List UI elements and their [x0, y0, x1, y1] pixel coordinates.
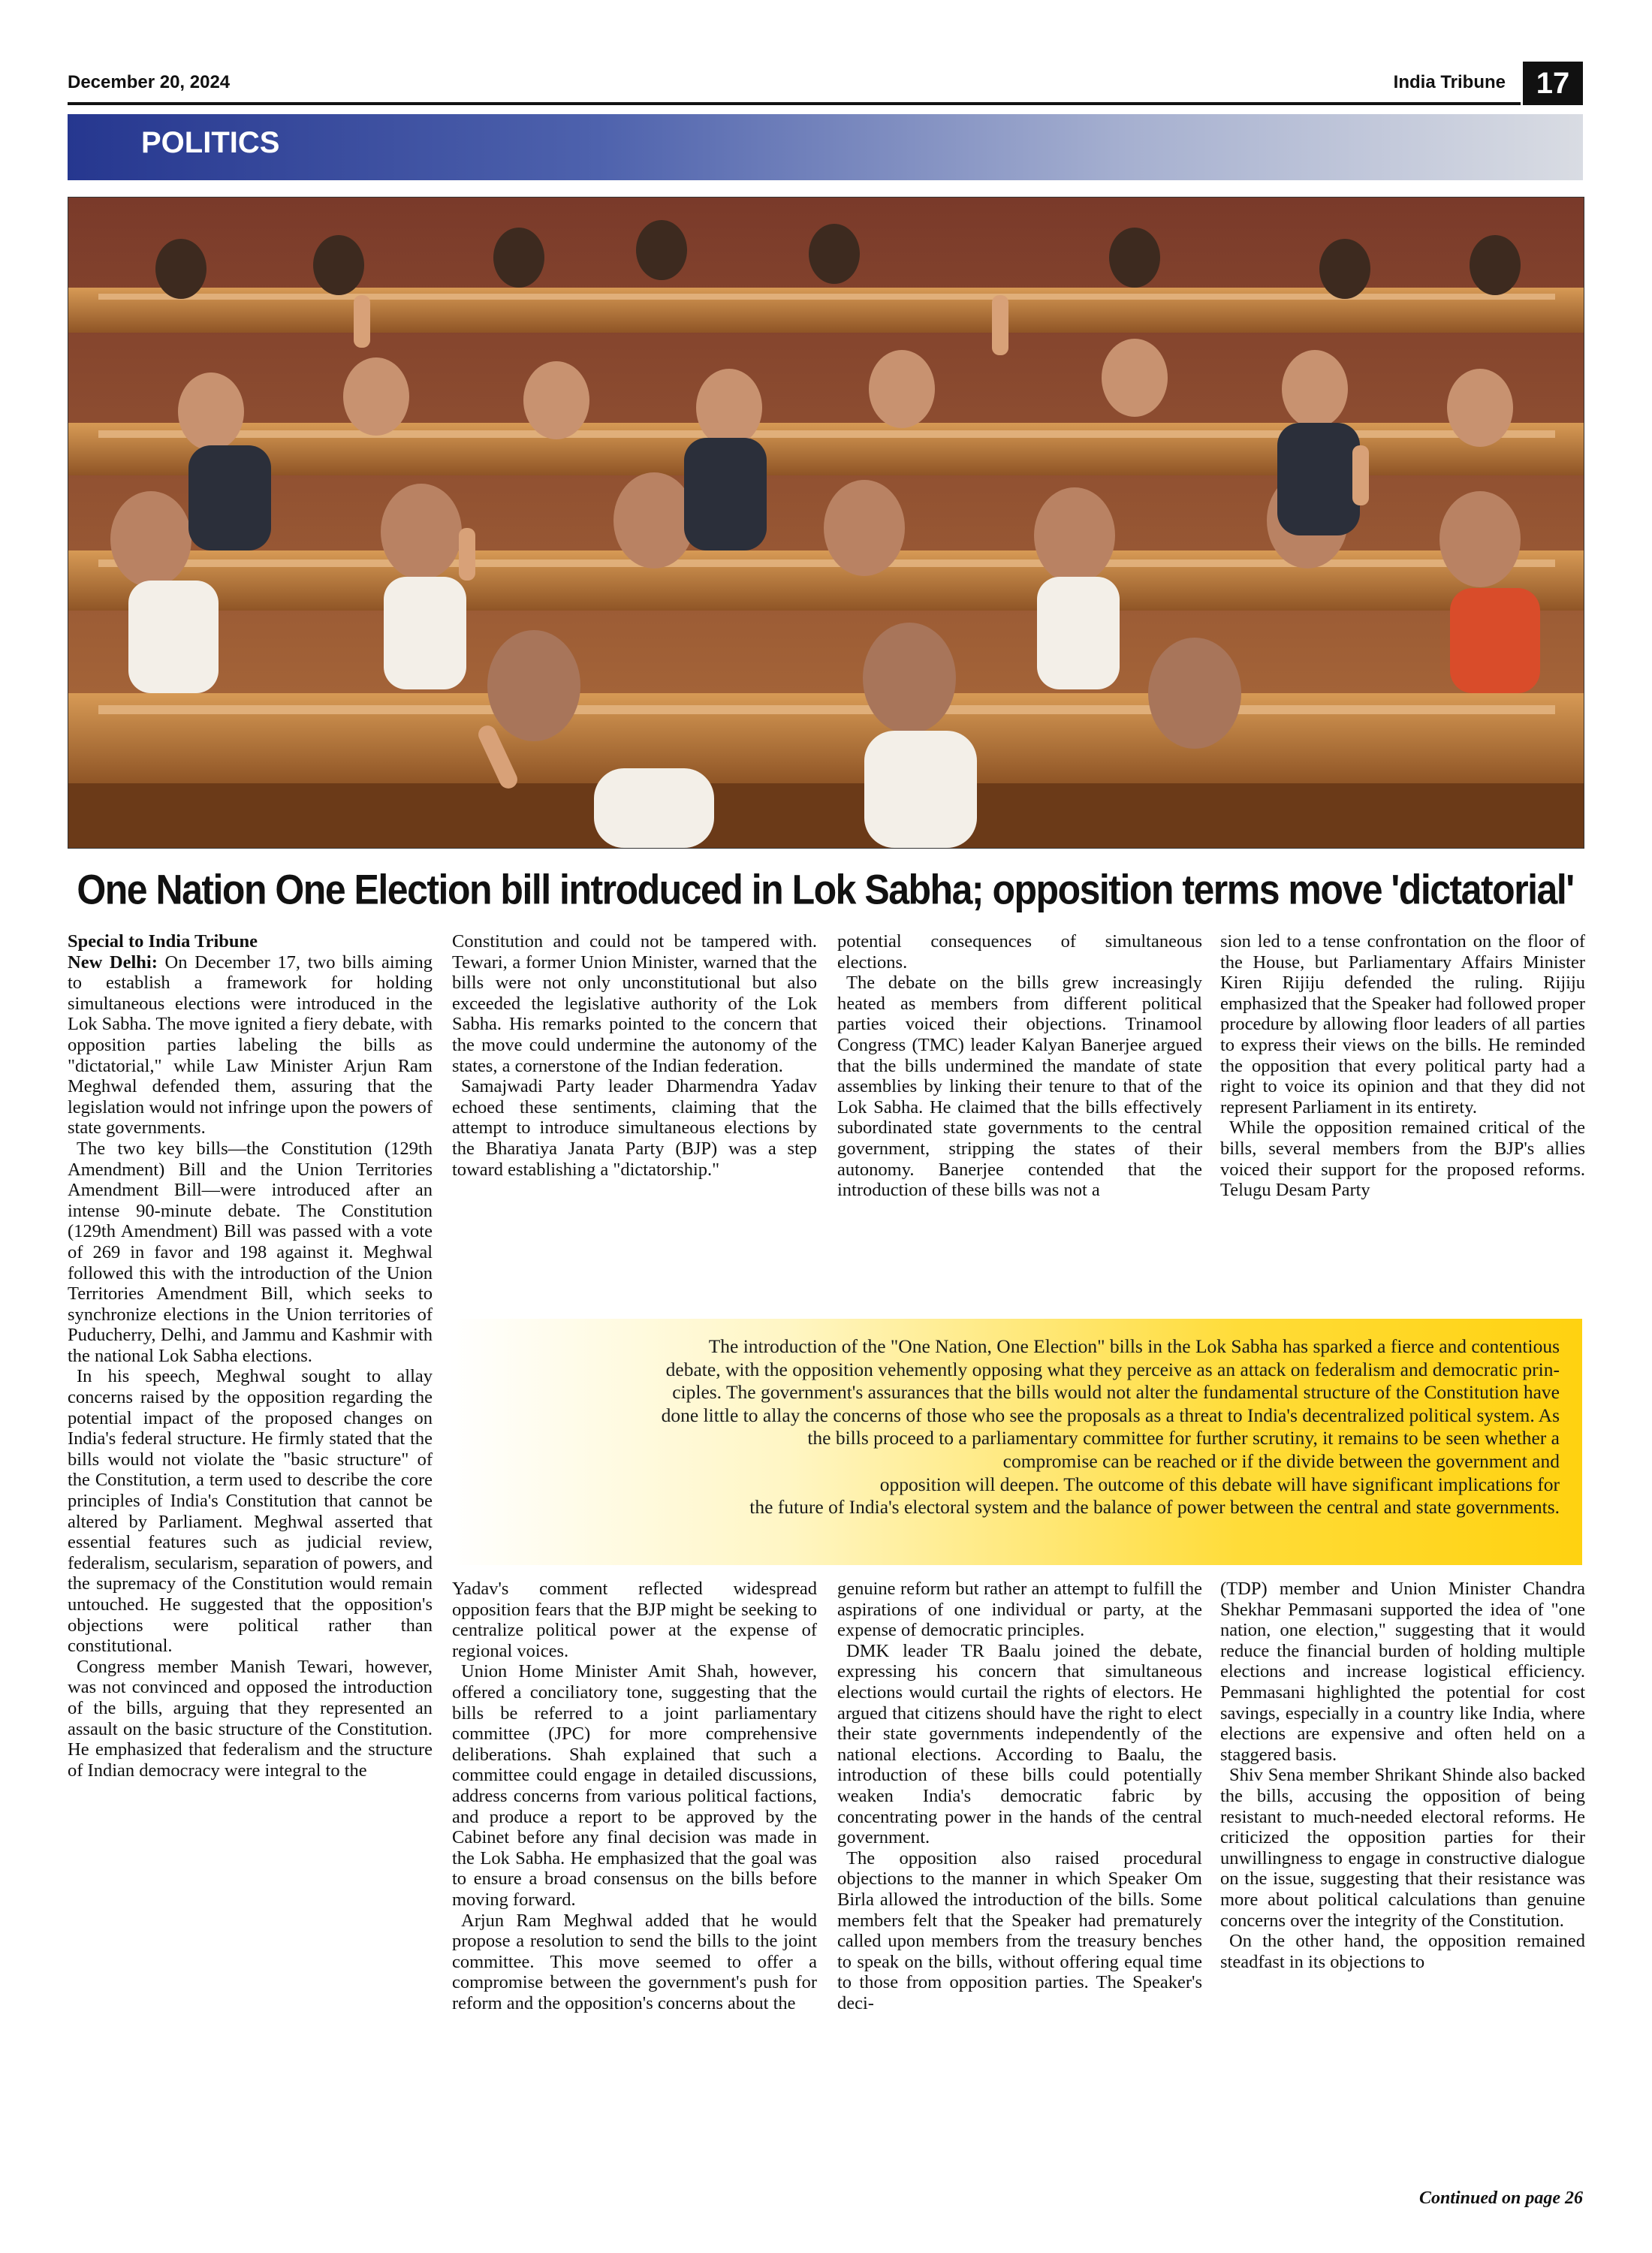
paragraph: The two key bills—the Constitution (129th Amendment) Bill and the Union Territories Amendment Bill—were introduced after an intense 90-minute debate. The Constitution (129th Amendment) Bill was passed with a vote of 269 in favor and 198 against it. Meghwal followed this with the introduction of the Union Territories Amendment Bill, which seeks to synchronize elections in the Union territories of Puducherry, Delhi, and Jammu and Kashmir with the national Lok Sabha elections.	[68, 1138, 433, 1366]
pull-quote	[448, 1335, 1560, 1519]
article-column-3-top	[837, 931, 1202, 1201]
article-column-2-top	[452, 931, 817, 1180]
article-column-4-bottom	[1220, 1579, 1585, 1972]
header-rule	[68, 102, 1521, 105]
parliament-photo-icon	[68, 198, 1584, 848]
paragraph: (TDP) member and Union Minister Chandra Shekhar Pemmasani supported the idea of "one nation, one election," suggesting that it would reduce the financial burden of holding multiple elections and increase logistical efficiency. Pemmasani highlighted the potential for cost savings, especially in a country like India, where elections are expensive and often held on a staggered basis.	[1220, 1579, 1585, 1765]
paragraph: The debate on the bills grew increasingly heated as members from different political parties voiced their objections. Trinamool Congress (TMC) leader Kalyan Banerjee argued that the bills undermined the mandate of state assemblies by linking their tenure to that of the Lok Sabha. He claimed that the bills effectively subordinated state governments to the central government, stripping the states of their autonomy. Banerjee contended that the introduction of these bills was not a	[837, 973, 1202, 1201]
pull-quote-line: compromise can be reached or if the divide between the government and	[1002, 1449, 1560, 1472]
paragraph: On the other hand, the opposition remained steadfast in its objections to	[1220, 1931, 1585, 1972]
paragraph	[68, 952, 433, 1139]
paragraph: Union Home Minister Amit Shah, however, offered a conciliatory tone, suggesting that the bills be referred to a joint parliamentary committee (JPC) for more comprehensive deliberations. Shah explained that such a committee could engage in detailed discussions, address concerns from various political factions, and produce a report to be approved by the Cabinet before any final decision was made in the Lok Sabha. He emphasized that the goal was to ensure a broad consensus on the bills before moving forward.	[452, 1661, 817, 1910]
page-number: 17	[1523, 62, 1583, 105]
pull-quote-box	[448, 1319, 1582, 1565]
paragraph: Yadav's comment reflected widespread opposition fears that the BJP might be seeking to centralize political power at the expense of regional voices.	[452, 1579, 817, 1661]
article-column-1	[68, 931, 433, 1781]
continued-on-link[interactable]: Continued on page 26	[1418, 2188, 1583, 2208]
article-column-3-bottom	[837, 1579, 1202, 2013]
article-headline: One Nation One Election bill introduced in Lok Sabha; opposition terms move 'dictatorial'	[77, 866, 1574, 913]
paragraph: The opposition also raised procedural objections to the manner in which Speaker Om Birla allowed the introduction of the bills. Some members felt that the Speaker had prematurely called upon members from the treasury benches to speak on the bills, without offering equal time to those from opposition parties. The Speaker's deci-	[837, 1847, 1202, 2013]
pull-quote-line: The introduction of the "One Nation, One Election" bills in the Lok Sabha has sparked a fierce and contentious	[708, 1335, 1560, 1357]
paragraph: Samajwadi Party leader Dharmendra Yadav echoed these sentiments, claiming that the attempt to introduce simultaneous elections by the Bharatiya Janata Party (BJP) was a step toward establishing a "dictatorship."	[452, 1076, 817, 1180]
article-column-2-bottom	[452, 1579, 817, 2013]
section-label: POLITICS	[141, 126, 280, 159]
pull-quote-line: the bills proceed to a parliamentary committee for further scrutiny, it remains to be seen whether a	[807, 1427, 1560, 1449]
issue-date: December 20, 2024	[68, 72, 231, 92]
paragraph: While the opposition remained critical of the bills, several members from the BJP's allies voiced their support for the proposed reforms. Telugu Desam Party	[1220, 1117, 1585, 1201]
paragraph-text: On December 17, two bills aiming to establish a framework for holding simultaneous elections were introduced in the Lok Sabha. The move ignited a fiery debate, with opposition parties labeling the bills as "dictatorial," while Law Minister Arjun Ram Meghwal defended them, assuring that the legislation would not infringe upon the powers of state governments.	[68, 952, 433, 1139]
publication-name: India Tribune	[1393, 72, 1506, 92]
pull-quote-line: the future of India's electoral system and the balance of power between the central and state governments.	[749, 1496, 1560, 1519]
paragraph: genuine reform but rather an attempt to fulfill the aspirations of one individual or party, at the expense of democratic principles.	[837, 1579, 1202, 1641]
paragraph: Constitution and could not be tampered with. Tewari, a former Union Minister, warned that the bills were not only unconstitutional but also exceeded the legislative authority of the Lok Sabha. His remarks pointed to the concern that the move could undermine the autonomy of the states, a cornerstone of the Indian federation.	[452, 931, 817, 1076]
pull-quote-line: ciples. The government's assurances that the bills would not alter the fundamental structure of the Constitution have	[672, 1381, 1560, 1404]
lok-sabha-photo	[68, 197, 1584, 849]
section-banner	[68, 114, 1583, 180]
paragraph: In his speech, Meghwal sought to allay concerns raised by the opposition regarding the potential impact of the proposed changes on India's federal structure. He firmly stated that the bills would not violate the "basic structure" of the Constitution, a term used to describe the core principles of India's Constitution that cannot be altered by Parliament. Meghwal asserted that essential features such as judicial review, federalism, secularism, separation of powers, and the supremacy of the Constitution would remain untouched. He suggested that the opposition's objections were political rather than constitutional.	[68, 1366, 433, 1657]
paragraph: sion led to a tense confrontation on the floor of the House, but Parliamentary Affairs Minister Kiren Rijiju defended the ruling. Rijiju emphasized that the Speaker had followed proper procedure by allowing floor leaders of all parties to express their views on the bills. He reminded the opposition that every political party had a right to voice its opinion and that they did not represent Parliament in its entirety.	[1220, 931, 1585, 1117]
paragraph: Shiv Sena member Shrikant Shinde also backed the bills, accusing the opposition of being resistant to much-needed electoral reforms. He criticized the opposition parties for their unwillingness to engage in constructive dialogue on the issue, suggesting that their resistance was more about political calculations than genuine concerns over the integrity of the Constitution.	[1220, 1765, 1585, 1931]
paragraph: potential consequences of simultaneous elections.	[837, 931, 1202, 973]
byline: Special to India Tribune	[68, 931, 258, 952]
article-column-4-top	[1220, 931, 1585, 1201]
paragraph: Arjun Ram Meghwal added that he would propose a resolution to send the bills to the joint committee. This move seemed to offer a compromise between the government's push for reform and the opposition's concerns about the	[452, 1910, 817, 2013]
pull-quote-line: debate, with the opposition vehemently opposing what they perceive as an attack on federalism and democratic prin-	[665, 1358, 1560, 1380]
pull-quote-line: done little to allay the concerns of those who see the proposals as a threat to India's decentralized political system. As	[661, 1404, 1560, 1426]
paragraph: DMK leader TR Baalu joined the debate, expressing his concern that simultaneous elections would curtail the rights of electors. He argued that citizens should have the right to elect their state governments independently of the national elections. According to Baalu, the introduction of these bills could potentially weaken India's democratic fabric by concentrating power in the hands of the central government.	[837, 1640, 1202, 1848]
dateline: New Delhi:	[68, 952, 158, 973]
paragraph: Congress member Manish Tewari, however, was not convinced and opposed the introduction of the bills, arguing that they represented an assault on the basic structure of the Constitution. He emphasized that federalism and the structure of Indian democracy were integral to the	[68, 1656, 433, 1781]
pull-quote-line: opposition will deepen. The outcome of this debate will have significant implications for	[879, 1473, 1560, 1495]
